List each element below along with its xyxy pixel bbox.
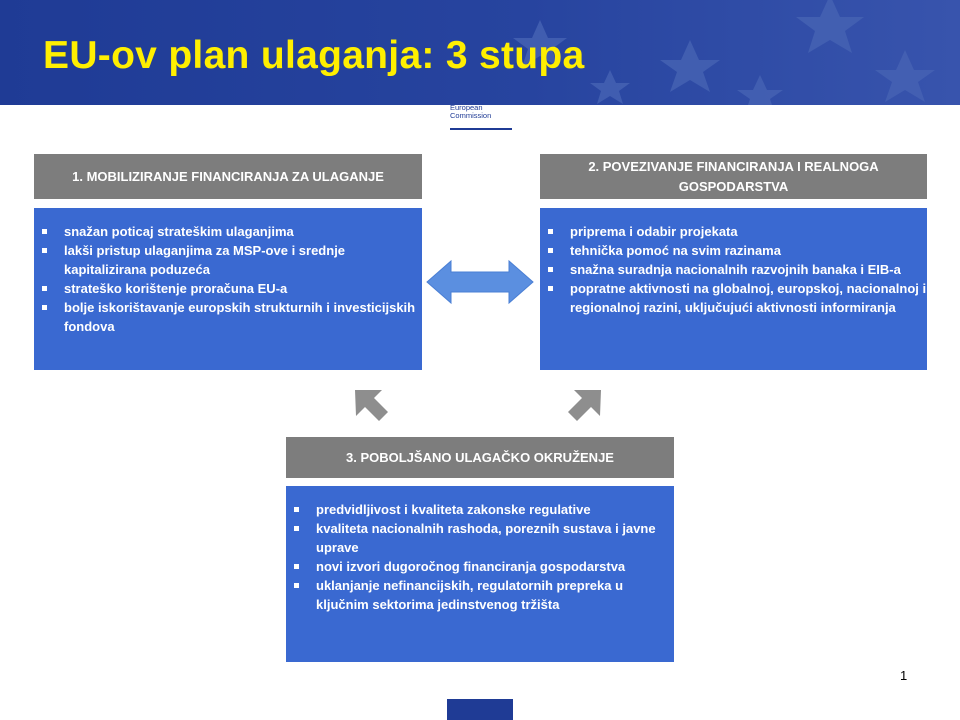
pillar-1-list xyxy=(34,222,422,336)
pillar-3-heading: 3. POBOLJŠANO ULAGAČKO OKRUŽENJE xyxy=(286,437,674,478)
title-banner xyxy=(0,0,960,105)
page-number: 1 xyxy=(900,668,908,683)
pillar-1-item: lakši pristup ulaganjima za MSP-ove i srednje kapitalizirana poduzeća xyxy=(34,241,422,279)
pillar-1-box xyxy=(34,208,422,370)
logo-line-2: Commission xyxy=(450,111,492,120)
pillar-2-heading: 2. POVEZIVANJE FINANCIRANJA I REALNOGA GOSPODARSTVA xyxy=(540,154,927,199)
pillar-1-item: strateško korištenje proračuna EU-a xyxy=(34,279,422,298)
pillar-3-item: novi izvori dugoročnog financiranja gospodarstva xyxy=(286,557,674,576)
pillar-2-item: snažna suradnja nacionalnih razvojnih banaka i EIB-a xyxy=(540,260,927,279)
pillar-1-heading: 1. MOBILIZIRANJE FINANCIRANJA ZA ULAGANJE xyxy=(34,154,422,199)
pillar-3-item: kvaliteta nacionalnih rashoda, poreznih sustava i javne uprave xyxy=(286,519,674,557)
arrow-up-left-icon xyxy=(352,387,390,423)
pillar-3-list xyxy=(286,500,674,614)
pillar-1-item: snažan poticaj strateškim ulaganjima xyxy=(34,222,422,241)
pillar-2-item: priprema i odabir projekata xyxy=(540,222,927,241)
double-arrow-icon xyxy=(425,258,535,306)
logo-rule xyxy=(450,128,512,130)
pillar-2-list xyxy=(540,222,927,317)
pillar-3-box xyxy=(286,486,674,662)
pillar-2-box xyxy=(540,208,927,370)
pillar-2-item: popratne aktivnosti na globalnoj, europskoj, nacionalnoj i regionalnoj razini, uključujući aktivnosti informiranja xyxy=(540,279,927,317)
pillar-2-item: tehnička pomoć na svim razinama xyxy=(540,241,927,260)
pillar-3-item: uklanjanje nefinancijskih, regulatornih prepreka u ključnim sektorima jedinstvenog tržišta xyxy=(286,576,674,614)
arrow-up-right-icon xyxy=(566,387,604,423)
european-commission-logo xyxy=(450,104,520,136)
eu-flag-strip xyxy=(447,699,513,720)
logo-line-1: European xyxy=(450,103,483,112)
page-title: EU-ov plan ulaganja: 3 stupa xyxy=(43,34,585,77)
pillar-3-item: predvidljivost i kvaliteta zakonske regulative xyxy=(286,500,674,519)
pillar-1-item: bolje iskorištavanje europskih strukturnih i investicijskih fondova xyxy=(34,298,422,336)
